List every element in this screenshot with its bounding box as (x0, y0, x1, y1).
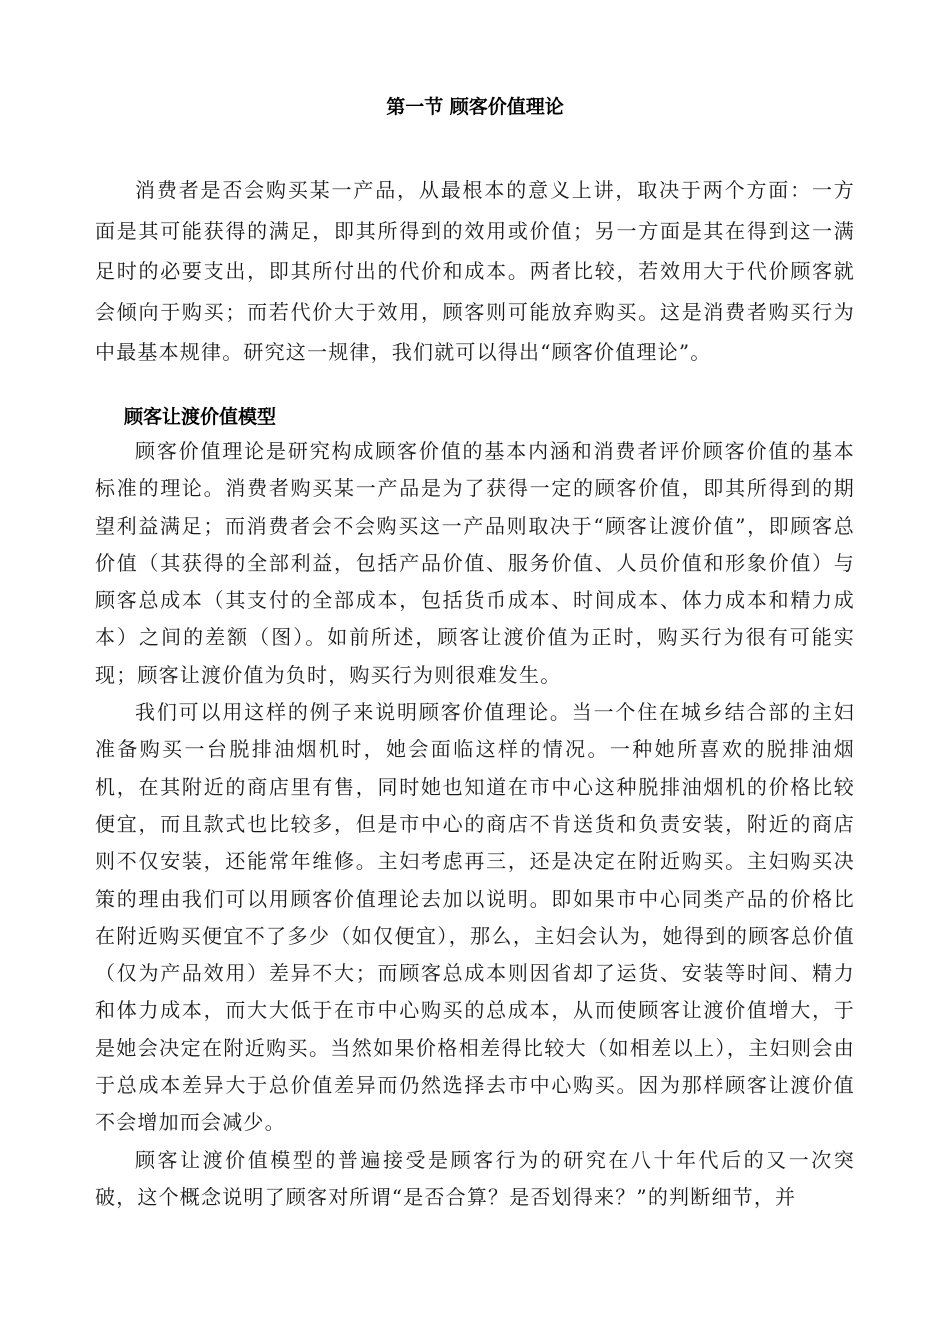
intro-paragraph: 消费者是否会购买某一产品，从最根本的意义上讲，取决于两个方面：一方面是其可能获得的满足，即其所得到的效用或价值；另一方面是其在得到这一满足时的必要支出，即其所付出的代价和成本。两者比较，若效用大于代价顾客就会倾向于购买；而若代价大于效用，顾客则可能放弃购买。这是消费者购买行为中最基本规律。研究这一规律，我们就可以得出“顾客价值理论”。 (95, 178, 855, 364)
body-paragraph-1: 顾客价值理论是研究构成顾客价值的基本内涵和消费者评价顾客价值的基本标准的理论。消费者购买某一产品是为了获得一定的顾客价值，即其所得到的期望利益满足；而消费者会不会购买这一产品则取决于“顾客让渡价值”，即顾客总价值（其获得的全部利益，包括产品价值、服务价值、人员价值和形象价值）与顾客总成本（其支付的全部成本，包括货币成本、时间成本、体力成本和精力成本）之间的差额（图）。如前所述，顾客让渡价值为正时，购买行为很有可能实现；顾客让渡价值为负时，购买行为则很难发生。 (95, 439, 855, 687)
subsection-heading: 顾客让渡价值模型 (124, 406, 277, 428)
body-paragraph-2: 我们可以用这样的例子来说明顾客价值理论。当一个住在城乡结合部的主妇准备购买一台脱排油烟机时，她会面临这样的情况。一种她所喜欢的脱排油烟机，在其附近的商店里有售，同时她也知道在市中心这种脱排油烟机的价格比较便宜，而且款式也比较多，但是市中心的商店不肯送货和负责安装，附近的商店则不仅安装，还能常年维修。主妇考虑再三，还是决定在附近购买。主妇购买决策的理由我们可以用顾客价值理论去加以说明。即如果市中心同类产品的价格比在附近购买便宜不了多少（如仅便宜），那么，主妇会认为，她得到的顾客总价值（仅为产品效用）差异不大；而顾客总成本则因省却了运货、安装等时间、精力和体力成本，而大大低于在市中心购买的总成本，从而使顾客让渡价值增大，于是她会决定在附近购买。当然如果价格相差得比较大（如相差以上），主妇则会由于总成本差异大于总价值差异而仍然选择去市中心购买。因为那样顾客让渡价值不会增加而会减少。 (95, 700, 855, 1135)
body-paragraph-3: 顾客让渡价值模型的普遍接受是顾客行为的研究在八十年代后的又一次突破，这个概念说明了顾客对所谓“是否合算？是否划得来？”的判断细节，并 (95, 1147, 855, 1209)
subsection-body (95, 433, 855, 1216)
section-title: 第一节 顾客价值理论 (386, 96, 564, 118)
